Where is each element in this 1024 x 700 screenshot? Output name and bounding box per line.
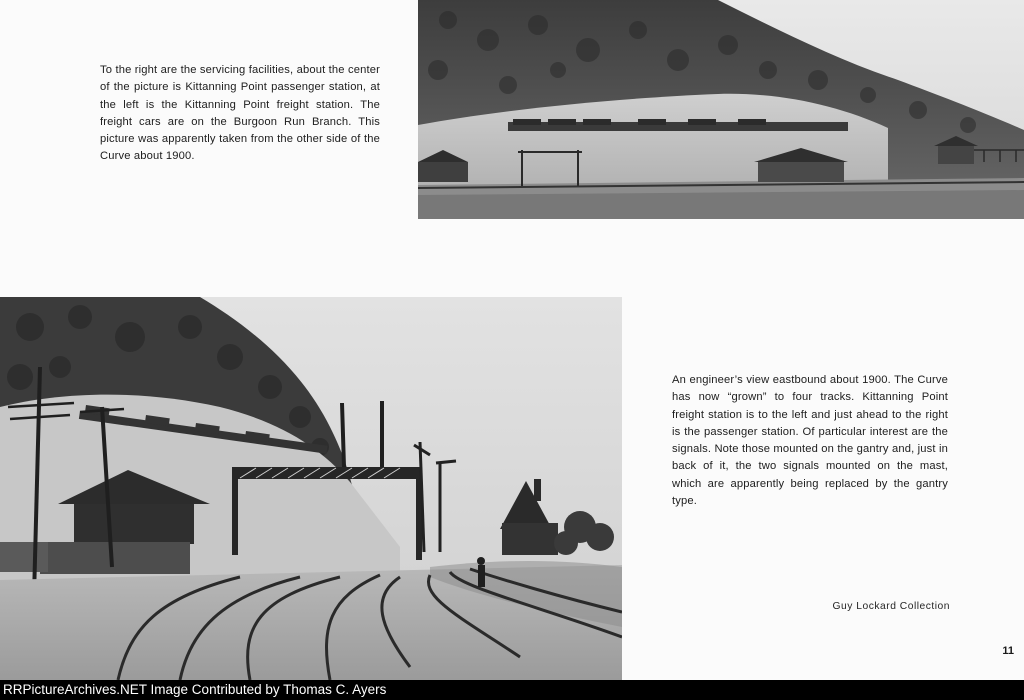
engineers-view-eastbound-photo bbox=[0, 297, 622, 680]
top-photo-caption: To the right are the servicing facilities, about the center of the picture is Kittanning Point passenger station, at the left is the Kittanning Point freight station. The freight cars are on the Burgoon Run Branch. This picture was apparently taken from the other side of the Curve about 1900. bbox=[100, 64, 380, 163]
bottom-photo-caption: An engineer’s view eastbound about 1900. The Curve has now “grown” to four tracks. Kittanning Point freight station is to the left and just ahead to the right is the passenger station. Of particular interest are the signals. Note those mounted on the gantry and, just in back of it, the two signals mounted on the mast, which are apparently being replaced by the gantry type. bbox=[672, 374, 948, 508]
footer-watermark-bar: RRPictureArchives.NET Image Contributed by Thomas C. Ayers bbox=[0, 680, 1024, 700]
kittanning-point-overview-photo bbox=[418, 0, 1024, 219]
photo-credit: Guy Lockard Collection bbox=[832, 601, 950, 612]
page-number: 11 bbox=[1002, 645, 1014, 657]
